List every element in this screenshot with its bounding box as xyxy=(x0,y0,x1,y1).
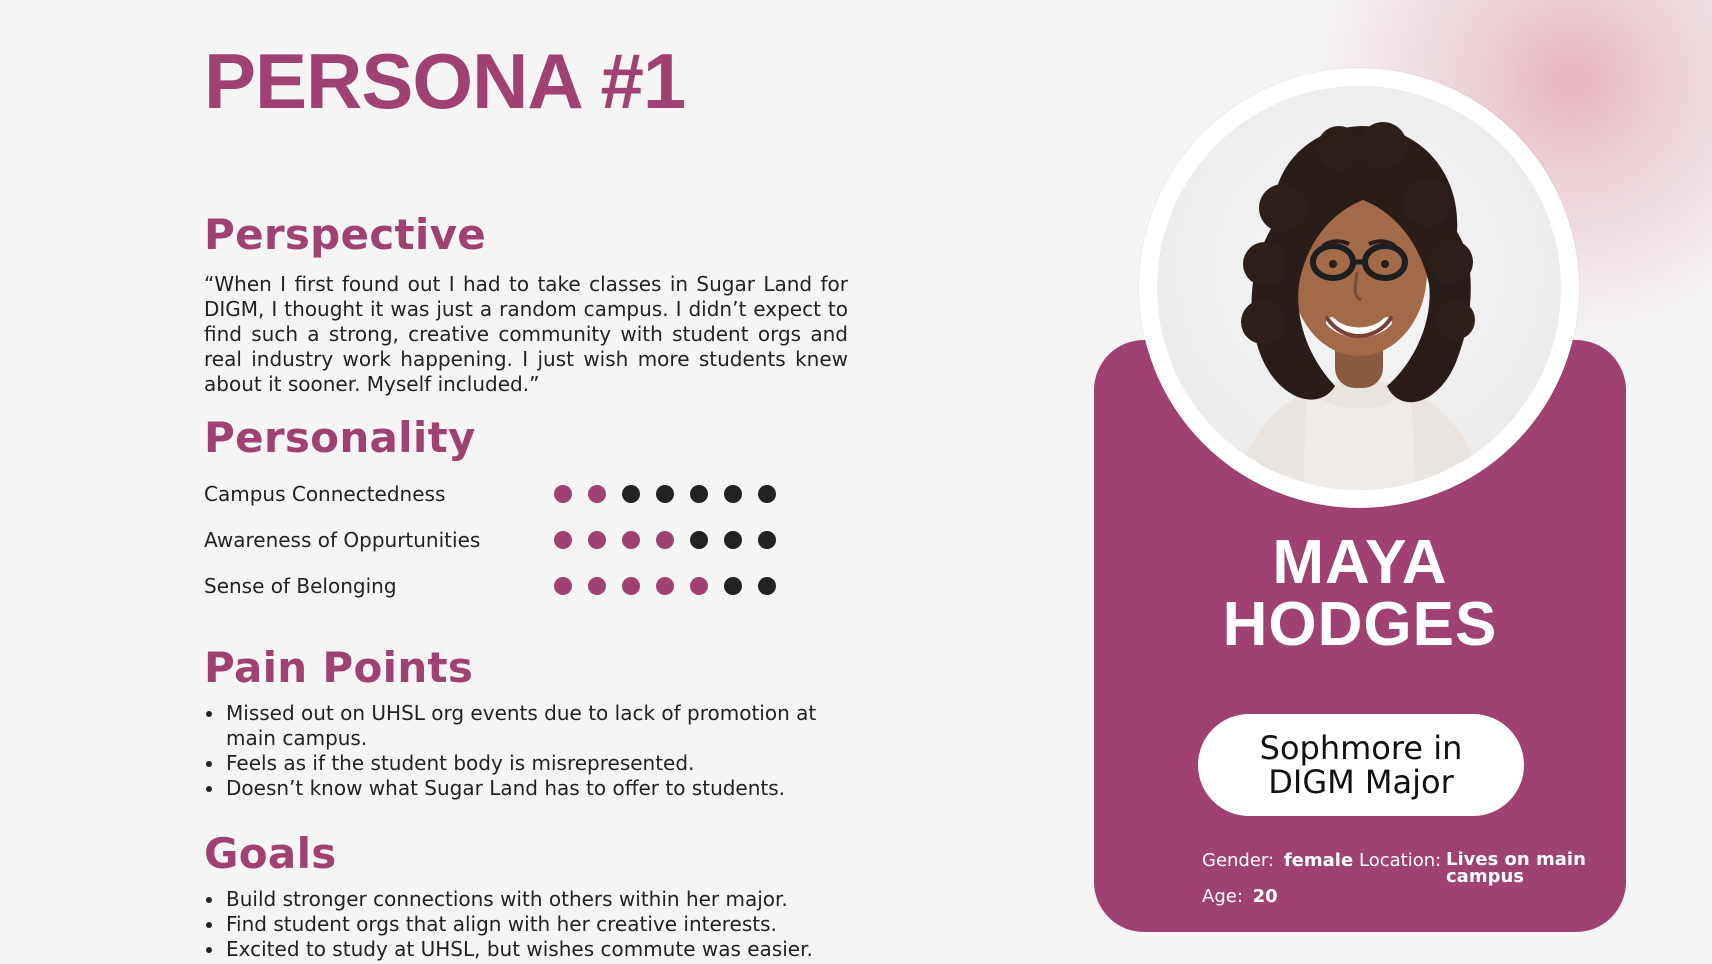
rating-dot-empty xyxy=(724,577,742,595)
pain-point-item: Missed out on UHSL org events due to lack of promotion at main campus. xyxy=(204,701,836,751)
profile-photo xyxy=(1139,68,1579,508)
persona-name xyxy=(1094,528,1626,659)
rating-dot-empty xyxy=(758,577,776,595)
pain-point-item: Feels as if the student body is misrepresented. xyxy=(204,751,836,776)
rating-dot-empty xyxy=(724,531,742,549)
gender-value: female xyxy=(1283,850,1354,871)
rating-dot-empty xyxy=(758,485,776,503)
first-name: MAYA xyxy=(1272,528,1448,597)
location-value: Lives on main campus xyxy=(1446,849,1586,887)
gender-label: Gender: xyxy=(1202,850,1275,871)
persona-details xyxy=(204,36,852,962)
rating-dot-filled xyxy=(690,577,708,595)
portrait-illustration xyxy=(1157,86,1561,490)
rating-dot-empty xyxy=(724,485,742,503)
rating-campus-connectedness xyxy=(204,471,852,517)
pain-point-item: Doesn’t know what Sugar Land has to offer to students. xyxy=(204,776,836,801)
profile-card-wrapper xyxy=(1094,68,1626,932)
rating-dot-filled xyxy=(588,531,606,549)
rating-label: Sense of Belonging xyxy=(204,574,397,598)
gender-info xyxy=(1202,851,1353,871)
personality-heading: Personality xyxy=(204,413,476,462)
age-value: 20 xyxy=(1252,886,1278,907)
goal-item: Excited to study at UHSL, but wishes commute was easier. xyxy=(204,937,836,962)
pain-points-heading: Pain Points xyxy=(204,643,474,692)
rating-dot-empty xyxy=(690,485,708,503)
location-label: Location: xyxy=(1359,850,1442,871)
rating-dot-filled xyxy=(588,577,606,595)
rating-dot-filled xyxy=(656,531,674,549)
persona-title: PERSONA #1 xyxy=(204,37,686,125)
rating-dot-empty xyxy=(622,485,640,503)
rating-dot-filled xyxy=(656,577,674,595)
age-label: Age: xyxy=(1202,886,1243,907)
rating-dot-filled xyxy=(622,577,640,595)
rating-dot-filled xyxy=(554,577,572,595)
location-info xyxy=(1359,849,1586,887)
goal-item: Find student orgs that align with her creative interests. xyxy=(204,912,836,937)
rating-dot-filled xyxy=(588,485,606,503)
age-info xyxy=(1202,887,1278,907)
rating-dot-empty xyxy=(656,485,674,503)
rating-dots xyxy=(554,485,776,503)
rating-dot-empty xyxy=(690,531,708,549)
rating-dot-filled xyxy=(554,531,572,549)
perspective-heading: Perspective xyxy=(204,210,487,259)
rating-dots xyxy=(554,577,776,595)
rating-label: Awareness of Oppurtunities xyxy=(204,528,481,552)
goals-list xyxy=(204,887,852,962)
perspective-quote: “When I first found out I had to take classes in Sugar Land for DIGM, I thought it was just a random campus. I didn’t expect to find such a strong, creative community with student orgs and real industry work happening. I just wish more students knew about it sooner. Myself included.” xyxy=(204,272,848,396)
rating-dot-filled xyxy=(554,485,572,503)
rating-dot-filled xyxy=(622,531,640,549)
rating-dot-empty xyxy=(758,531,776,549)
goals-heading: Goals xyxy=(204,829,337,878)
goal-item: Build stronger connections with others within her major. xyxy=(204,887,836,912)
pain-points-list xyxy=(204,701,852,801)
rating-awareness-of-opportunities xyxy=(204,517,852,563)
rating-label: Campus Connectedness xyxy=(204,482,446,506)
role-badge: Sophmore in DIGM Major xyxy=(1198,714,1524,816)
rating-dots xyxy=(554,531,776,549)
rating-sense-of-belonging xyxy=(204,563,852,609)
last-name: HODGES xyxy=(1222,590,1498,659)
